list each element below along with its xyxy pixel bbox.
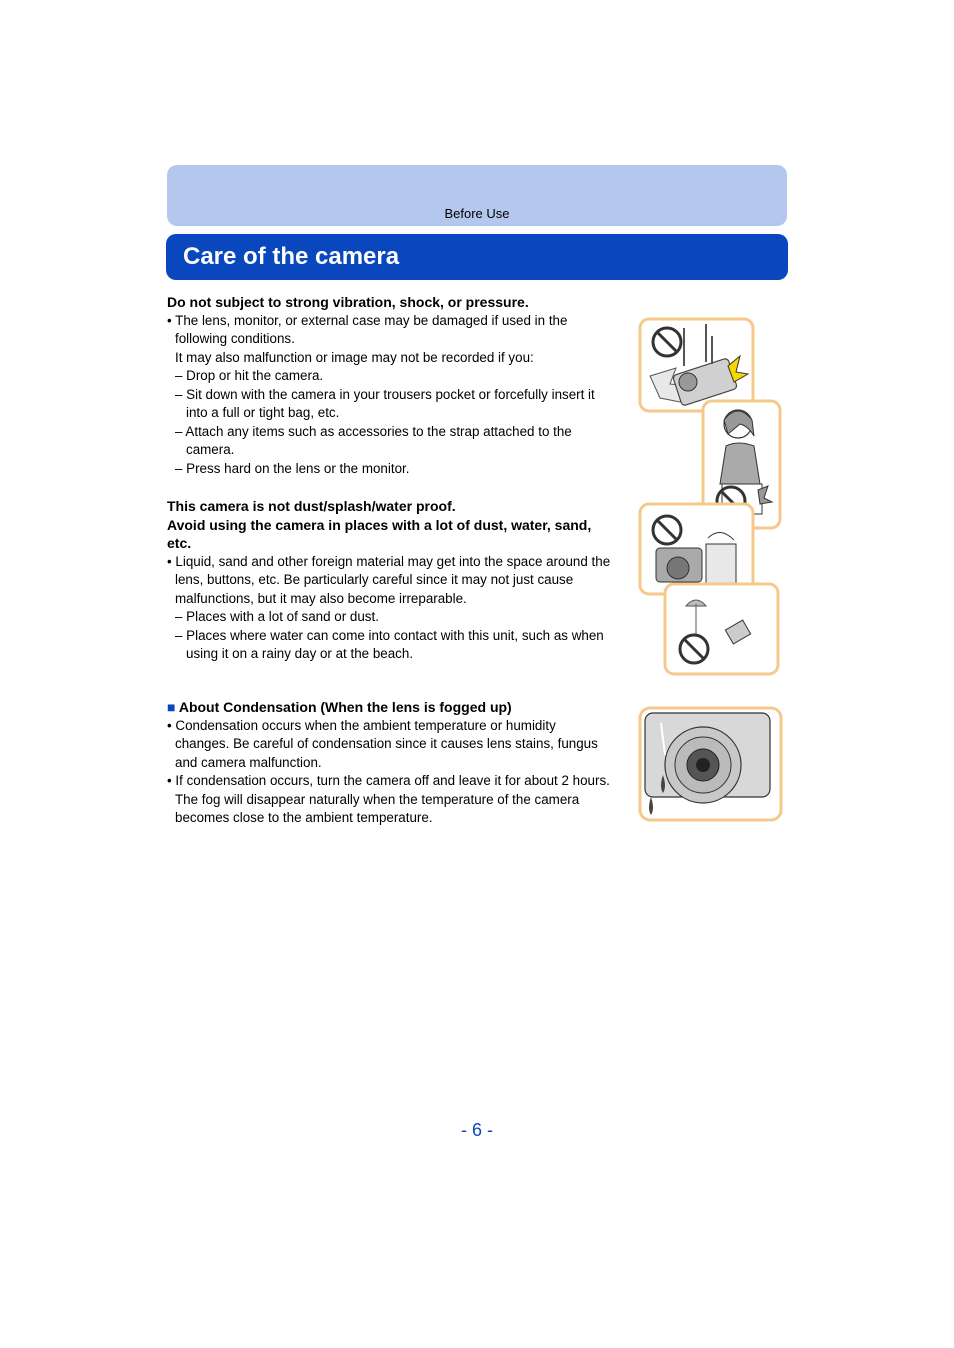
condensation-heading-text: About Condensation (When the lens is fogged up) (178, 699, 512, 715)
heading-vibration: Do not subject to strong vibration, shock, or pressure. (167, 294, 529, 310)
bullet-text: • Liquid, sand and other foreign material may get into the space around the (167, 553, 611, 569)
bullet-text: • If condensation occurs, turn the camera off and leave it for about 2 hours. (167, 773, 610, 788)
square-bullet-icon: ■ (167, 699, 176, 715)
heading-dust: This camera is not dust/splash/water proof. (167, 498, 456, 514)
drop-camera-illustration (640, 319, 753, 411)
dash-item: – Drop or hit the camera. (175, 368, 324, 383)
bullet-text: • Condensation occurs when the ambient temperature or humidity (167, 717, 556, 733)
condensation-illustration (637, 705, 785, 823)
dash-item: – Press hard on the lens or the monitor. (175, 460, 410, 476)
bullet-continuation: changes. Be careful of condensation since it causes lens stains, fungus (175, 736, 598, 751)
block-dust-water (167, 497, 627, 664)
bullet-text: • The lens, monitor, or external case may be damaged if used in the (167, 312, 568, 328)
water-illustration (640, 504, 753, 594)
dash-item: – Places with a lot of sand or dust. (175, 609, 379, 624)
bullet-continuation: and camera malfunction. (175, 754, 322, 770)
bullet-continuation: It may also malfunction or image may not be recorded if you: (175, 349, 534, 365)
dash-item: – Places where water can come into contact with this unit, such as when (175, 627, 604, 643)
bullet-continuation: lens, buttons, etc. Be particularly careful since it may not just cause (175, 572, 574, 587)
bullet-continuation: becomes close to the ambient temperature. (175, 810, 433, 825)
dash-item-continuation: camera. (186, 442, 235, 457)
title-bar (166, 234, 788, 280)
block-vibration (167, 293, 627, 478)
block-condensation (167, 698, 627, 828)
warning-illustrations (636, 316, 786, 680)
dash-item-continuation: using it on a rainy day or at the beach. (186, 646, 414, 661)
bullet-continuation: following conditions. (175, 331, 295, 346)
page-title: Care of the camera (183, 243, 400, 270)
section-header-bar (167, 165, 787, 226)
page-number: - 6 - (460, 1120, 493, 1140)
condensation-heading (167, 698, 627, 717)
heading-avoid-cont: etc. (167, 535, 192, 551)
dash-item: – Attach any items such as accessories to the strap attached to the (175, 423, 572, 439)
bullet-continuation: The fog will disappear naturally when the temperature of the camera (175, 791, 580, 807)
heading-avoid: Avoid using the camera in places with a lot of dust, water, sand, (167, 516, 592, 533)
bullet-continuation: malfunctions, but it may also become irreparable. (175, 590, 467, 606)
dash-item: – Sit down with the camera in your trousers pocket or forcefully insert it (175, 386, 595, 402)
beach-illustration (665, 584, 778, 674)
dash-item-continuation: into a full or tight bag, etc. (186, 405, 340, 420)
section-label: Before Use (444, 206, 510, 221)
